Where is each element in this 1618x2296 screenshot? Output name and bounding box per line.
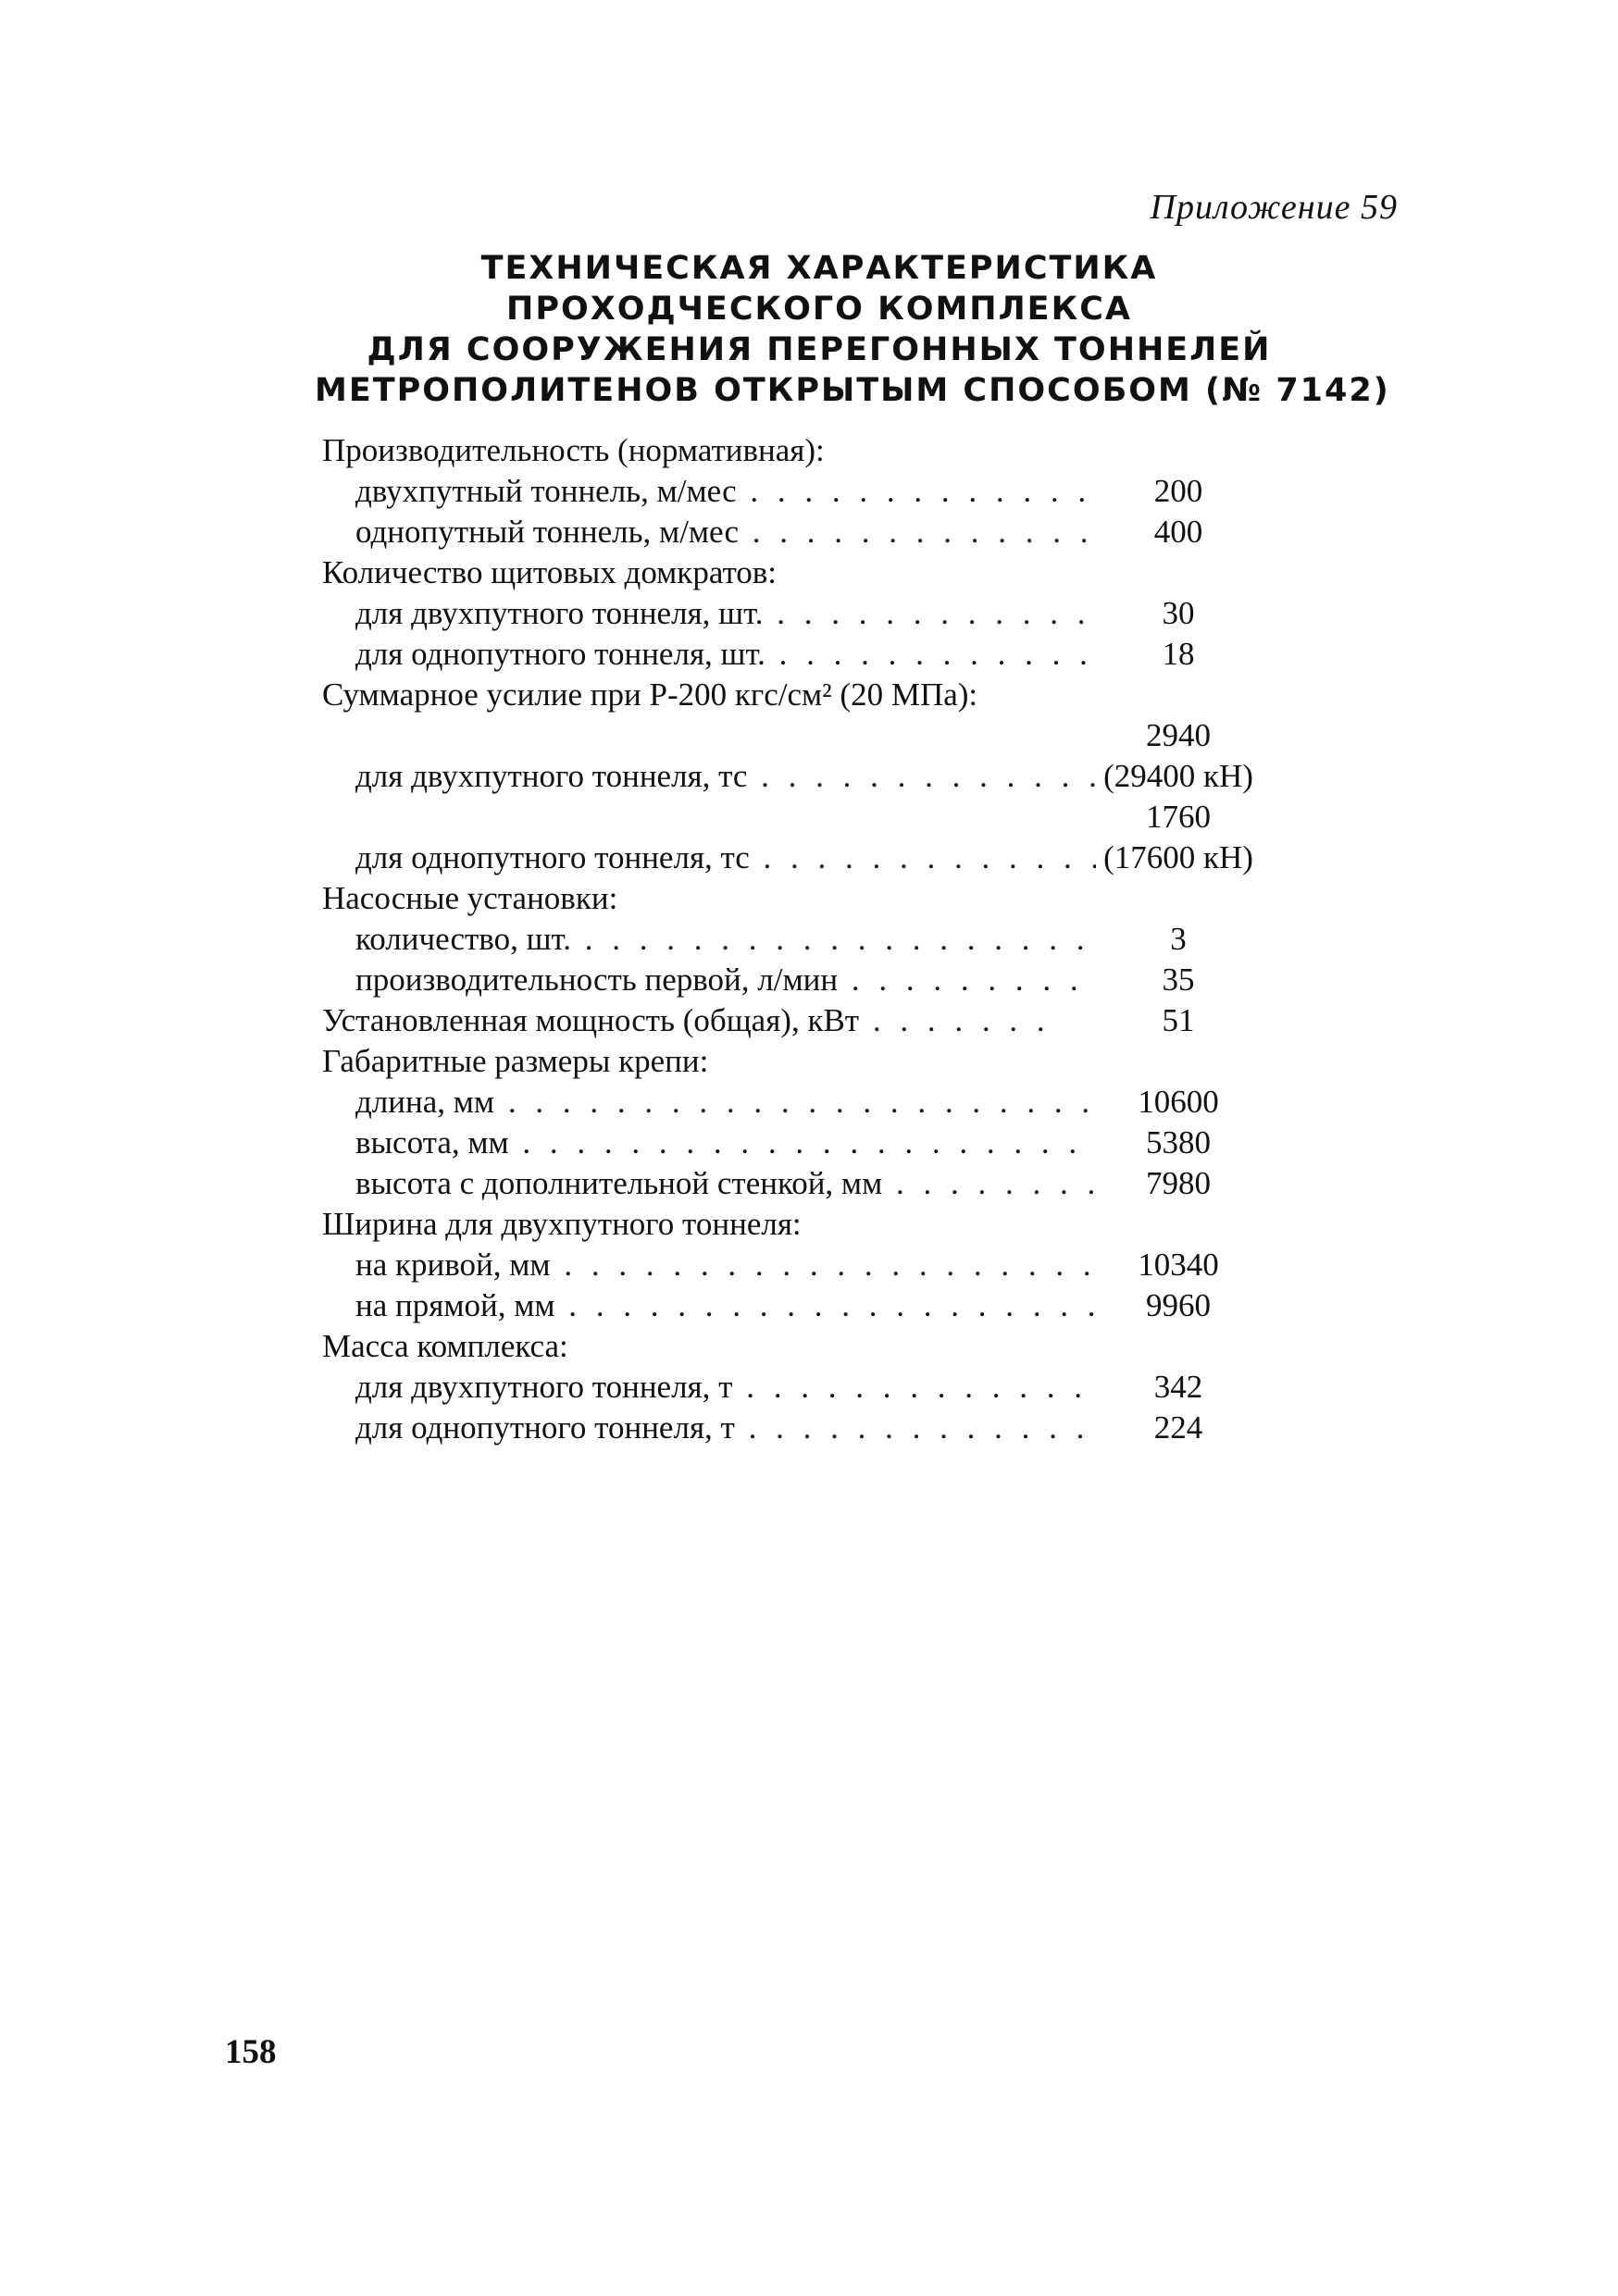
spec-value: 10600	[1138, 1084, 1219, 1120]
spec-row	[322, 593, 1294, 634]
spec-value: 224	[1153, 1409, 1203, 1446]
dimensions-heading: Габаритные размеры крепи:	[322, 1043, 709, 1079]
spec-group-heading	[322, 675, 1294, 715]
title-line-4: МЕТРОПОЛИТЕНОВ ОТКРЫТЫМ СПОСОБОМ (№ 7142)	[315, 372, 1390, 409]
spec-value: 10340	[1138, 1247, 1219, 1283]
spec-label: количество, шт. . . .	[355, 919, 1096, 960]
spec-label: для двухпутного тоннеля, шт. . . .	[355, 593, 1096, 634]
spec-row	[322, 512, 1294, 552]
spec-value: 35	[1162, 962, 1195, 998]
mass-heading: Масса комплекса:	[322, 1328, 568, 1364]
title-line-1: ТЕХНИЧЕСКАЯ ХАРАКТЕРИСТИКА	[480, 250, 1158, 287]
spec-row	[322, 960, 1294, 1000]
spec-group-heading	[322, 1326, 1294, 1367]
title-line-2: ПРОХОДЧЕСКОГО КОМПЛЕКСА	[506, 291, 1132, 328]
pumps-heading: Насосные установки:	[322, 880, 618, 916]
spec-value-si: (17600 кН)	[1103, 839, 1253, 875]
spec-value: 200	[1153, 473, 1203, 509]
spec-value: 400	[1153, 514, 1203, 550]
spec-row	[322, 919, 1294, 960]
spec-row	[322, 634, 1294, 675]
spec-row	[322, 715, 1294, 797]
spec-value-primary: 1760	[1146, 799, 1211, 835]
spec-label: производительность первой, л/мин . . .	[355, 960, 1096, 1000]
spec-row	[322, 471, 1294, 512]
spec-label: для двухпутного тоннеля, тс . . .	[355, 756, 1096, 797]
spec-group-heading	[322, 1041, 1294, 1082]
spec-group-heading	[322, 430, 1294, 471]
width-heading: Ширина для двухпутного тоннеля:	[322, 1206, 802, 1242]
spec-row	[322, 1163, 1294, 1204]
spec-label: высота с дополнительной стенкой, мм . . .	[355, 1163, 1096, 1204]
spec-value-si: (29400 кН)	[1103, 758, 1253, 794]
spec-value	[1090, 715, 1266, 797]
spec-row	[322, 1123, 1294, 1163]
spec-row	[322, 1408, 1294, 1448]
spec-row	[322, 1000, 1294, 1041]
spec-group-heading	[322, 878, 1294, 919]
spec-row	[322, 1082, 1294, 1123]
spec-label: для двухпутного тоннеля, т . . .	[355, 1367, 1096, 1408]
spec-label: для однопутного тоннеля, тс . . .	[355, 838, 1096, 878]
spec-value: 7980	[1146, 1165, 1211, 1201]
spec-group-heading	[322, 1204, 1294, 1245]
spec-value: 18	[1162, 636, 1195, 672]
spec-row	[322, 1285, 1294, 1326]
spec-value-primary: 2940	[1146, 717, 1211, 753]
spec-label: для однопутного тоннеля, т . . .	[355, 1408, 1096, 1448]
spec-label: двухпутный тоннель, м/мес . . .	[355, 471, 1096, 512]
spec-label: высота, мм . . .	[355, 1123, 1096, 1163]
spec-value	[1090, 797, 1266, 878]
spec-value: 3	[1170, 921, 1187, 957]
spec-row	[322, 1367, 1294, 1408]
document-title	[315, 248, 1390, 411]
spec-label: однопутный тоннель, м/мес . . .	[355, 512, 1096, 552]
title-line-3: ДЛЯ СООРУЖЕНИЯ ПЕРЕГОННЫХ ТОННЕЛЕЙ	[367, 331, 1272, 368]
spec-value: 51	[1162, 1002, 1195, 1038]
page-number: 158	[225, 2033, 277, 2071]
jacks-heading: Количество щитовых домкратов:	[322, 554, 778, 590]
productivity-heading: Производительность (нормативная):	[322, 432, 825, 468]
spec-label: на прямой, мм . . .	[355, 1285, 1096, 1326]
spec-group-heading	[322, 552, 1294, 593]
spec-value: 342	[1153, 1369, 1203, 1405]
spec-label: на кривой, мм . . .	[355, 1245, 1096, 1285]
force-heading: Суммарное усилие при Р-200 кгс/см² (20 МПа):	[322, 676, 978, 713]
spec-value: 30	[1162, 595, 1195, 631]
spec-label: для однопутного тоннеля, шт. . . .	[355, 634, 1096, 675]
spec-value: 9960	[1146, 1287, 1211, 1323]
spec-list	[322, 430, 1294, 1448]
spec-label: длина, мм . . .	[355, 1082, 1096, 1123]
spec-value: 5380	[1146, 1124, 1211, 1160]
spec-row	[322, 797, 1294, 878]
spec-row	[322, 1245, 1294, 1285]
appendix-label: Приложение 59	[1150, 188, 1398, 227]
spec-label: Установленная мощность (общая), кВт . . .	[322, 1000, 1063, 1041]
